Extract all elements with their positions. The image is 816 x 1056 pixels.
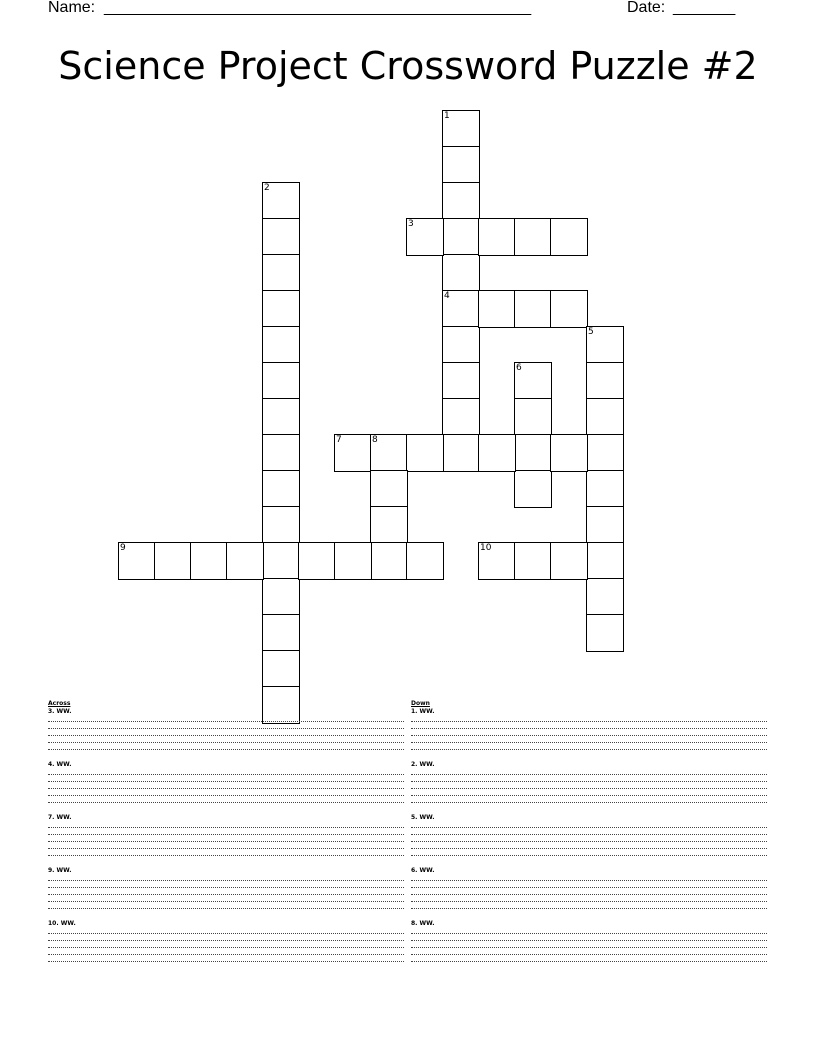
- crossword-cell[interactable]: [262, 470, 300, 508]
- answer-line[interactable]: [411, 796, 767, 803]
- crossword-cell[interactable]: [550, 542, 588, 580]
- crossword-cell[interactable]: [190, 542, 228, 580]
- answer-line[interactable]: [48, 729, 404, 736]
- answer-line[interactable]: [48, 736, 404, 743]
- answer-line[interactable]: [411, 874, 767, 881]
- crossword-cell[interactable]: [586, 542, 624, 580]
- answer-line[interactable]: [411, 902, 767, 909]
- answer-line[interactable]: [48, 715, 404, 722]
- crossword-cell[interactable]: [406, 218, 444, 256]
- clue-number: 7: [336, 435, 342, 445]
- crossword-cell[interactable]: [550, 218, 588, 256]
- clue-number: 3: [408, 219, 414, 229]
- crossword-cell[interactable]: [514, 290, 552, 328]
- answer-line[interactable]: [48, 828, 404, 835]
- answer-line[interactable]: [411, 768, 767, 775]
- answer-line[interactable]: [48, 722, 404, 729]
- clue-number: 5: [588, 327, 594, 337]
- clue-label: 6. WW.: [411, 867, 435, 874]
- answer-line[interactable]: [411, 888, 767, 895]
- answer-line[interactable]: [411, 722, 767, 729]
- crossword-cell[interactable]: [370, 434, 408, 472]
- answer-line[interactable]: [411, 849, 767, 856]
- across-clue: [48, 867, 404, 909]
- crossword-cell[interactable]: [334, 434, 372, 472]
- crossword-cell[interactable]: [442, 326, 480, 364]
- crossword-cell[interactable]: [442, 182, 480, 220]
- date-label: Date:: [627, 0, 666, 16]
- answer-line[interactable]: [411, 789, 767, 796]
- crossword-cell[interactable]: [262, 578, 300, 616]
- down-clues: [411, 700, 767, 973]
- crossword-cell[interactable]: [154, 542, 192, 580]
- answer-line[interactable]: [48, 849, 404, 856]
- crossword-cell[interactable]: [262, 290, 300, 328]
- crossword-cell[interactable]: [586, 434, 624, 472]
- answer-line[interactable]: [48, 948, 404, 955]
- crossword-cell[interactable]: [442, 362, 480, 400]
- crossword-cell[interactable]: [262, 434, 300, 472]
- crossword-cell[interactable]: [262, 650, 300, 688]
- answer-line[interactable]: [48, 941, 404, 948]
- crossword-cell[interactable]: [586, 578, 624, 616]
- across-clue: [48, 920, 404, 962]
- crossword-cell[interactable]: [262, 542, 300, 580]
- clue-label: 10. WW.: [48, 920, 76, 927]
- crossword-cell[interactable]: [586, 614, 624, 652]
- answer-line[interactable]: [48, 902, 404, 909]
- answer-line[interactable]: [411, 955, 767, 962]
- crossword-cell[interactable]: [586, 398, 624, 436]
- clue-number: 8: [372, 435, 378, 445]
- answer-line[interactable]: [411, 842, 767, 849]
- answer-line[interactable]: [48, 768, 404, 775]
- page-title: Science Project Crossword Puzzle #2: [58, 44, 758, 88]
- crossword-cell[interactable]: [550, 290, 588, 328]
- answer-line[interactable]: [411, 743, 767, 750]
- crossword-cell[interactable]: [442, 146, 480, 184]
- crossword-cell[interactable]: [262, 506, 300, 544]
- answer-line[interactable]: [48, 796, 404, 803]
- crossword-cell[interactable]: [478, 290, 516, 328]
- across-clues: [48, 700, 404, 973]
- clue-label: 3. WW.: [48, 708, 72, 715]
- clue-number: 1: [444, 111, 450, 121]
- crossword-cell[interactable]: [406, 542, 444, 580]
- answer-line[interactable]: [48, 789, 404, 796]
- clue-number: 2: [264, 183, 270, 193]
- down-clue: [411, 708, 767, 750]
- crossword-cell[interactable]: [514, 362, 552, 400]
- crossword-cell[interactable]: [478, 218, 516, 256]
- crossword-cell[interactable]: [514, 470, 552, 508]
- answer-line[interactable]: [411, 895, 767, 902]
- answer-line[interactable]: [411, 835, 767, 842]
- crossword-cell[interactable]: [262, 614, 300, 652]
- answer-line[interactable]: [411, 729, 767, 736]
- crossword-cell[interactable]: [514, 434, 552, 472]
- clue-label: 9. WW.: [48, 867, 72, 874]
- crossword-cell[interactable]: [586, 470, 624, 508]
- answer-line[interactable]: [411, 821, 767, 828]
- crossword-cell[interactable]: [262, 362, 300, 400]
- across-clue: [48, 708, 404, 750]
- answer-line[interactable]: [411, 775, 767, 782]
- answer-line[interactable]: [48, 927, 404, 934]
- crossword-cell[interactable]: [298, 542, 336, 580]
- down-clue: [411, 920, 767, 962]
- answer-line[interactable]: [411, 941, 767, 948]
- date-field[interactable]: _______: [673, 0, 736, 16]
- crossword-cell[interactable]: [262, 398, 300, 436]
- answer-line[interactable]: [48, 775, 404, 782]
- crossword-cell[interactable]: [370, 542, 408, 580]
- crossword-cell[interactable]: [406, 434, 444, 472]
- down-clue: [411, 814, 767, 856]
- answer-line[interactable]: [48, 842, 404, 849]
- crossword-cell[interactable]: [226, 542, 264, 580]
- clue-number: 4: [444, 291, 450, 301]
- crossword-cell[interactable]: [550, 434, 588, 472]
- answer-line[interactable]: [48, 955, 404, 962]
- crossword-cell[interactable]: [442, 434, 480, 472]
- across-clue: [48, 761, 404, 803]
- answer-line[interactable]: [411, 881, 767, 888]
- crossword-cell[interactable]: [514, 542, 552, 580]
- crossword-cell[interactable]: [586, 326, 624, 364]
- clue-label: 4. WW.: [48, 761, 72, 768]
- answer-line[interactable]: [411, 782, 767, 789]
- down-clue-list: [411, 708, 767, 962]
- crossword-cell[interactable]: [334, 542, 372, 580]
- down-heading: Down: [411, 700, 430, 707]
- clue-label: 5. WW.: [411, 814, 435, 821]
- crossword-cell[interactable]: [262, 182, 300, 220]
- across-clue-list: [48, 708, 404, 962]
- crossword-cell[interactable]: [262, 254, 300, 292]
- across-heading: Across: [48, 700, 71, 707]
- answer-line[interactable]: [411, 927, 767, 934]
- crossword-cell[interactable]: [586, 506, 624, 544]
- crossword-cell[interactable]: [442, 218, 480, 256]
- crossword-cell[interactable]: [478, 542, 516, 580]
- answer-line[interactable]: [411, 948, 767, 955]
- crossword-cell[interactable]: [586, 362, 624, 400]
- answer-line[interactable]: [48, 888, 404, 895]
- crossword-cell[interactable]: [514, 398, 552, 436]
- answer-line[interactable]: [411, 715, 767, 722]
- clue-label: 8. WW.: [411, 920, 435, 927]
- name-label: Name:: [48, 0, 96, 16]
- down-clue: [411, 867, 767, 909]
- answer-line[interactable]: [411, 736, 767, 743]
- crossword-cell[interactable]: [262, 218, 300, 256]
- answer-line[interactable]: [48, 782, 404, 789]
- clue-number: 6: [516, 363, 522, 373]
- crossword-cell[interactable]: [442, 290, 480, 328]
- clue-number: 10: [480, 543, 492, 553]
- name-field[interactable]: ________________________________________________: [104, 0, 532, 16]
- crossword-cell[interactable]: [478, 434, 516, 472]
- answer-line[interactable]: [411, 934, 767, 941]
- crossword-cell[interactable]: [118, 542, 156, 580]
- clue-label: 2. WW.: [411, 761, 435, 768]
- answer-line[interactable]: [411, 828, 767, 835]
- answer-line[interactable]: [48, 743, 404, 750]
- answer-line[interactable]: [48, 821, 404, 828]
- across-clue: [48, 814, 404, 856]
- clue-number: 9: [120, 543, 126, 553]
- answer-line[interactable]: [48, 874, 404, 881]
- crossword-cell[interactable]: [370, 470, 408, 508]
- crossword-cell[interactable]: [442, 110, 480, 148]
- crossword-cell[interactable]: [514, 218, 552, 256]
- answer-line[interactable]: [48, 881, 404, 888]
- clue-label: 7. WW.: [48, 814, 72, 821]
- answer-line[interactable]: [48, 895, 404, 902]
- crossword-cell[interactable]: [370, 506, 408, 544]
- crossword-cell[interactable]: [442, 254, 480, 292]
- crossword-cell[interactable]: [262, 326, 300, 364]
- clue-label: 1. WW.: [411, 708, 435, 715]
- answer-line[interactable]: [48, 835, 404, 842]
- answer-line[interactable]: [48, 934, 404, 941]
- crossword-cell[interactable]: [442, 398, 480, 436]
- down-clue: [411, 761, 767, 803]
